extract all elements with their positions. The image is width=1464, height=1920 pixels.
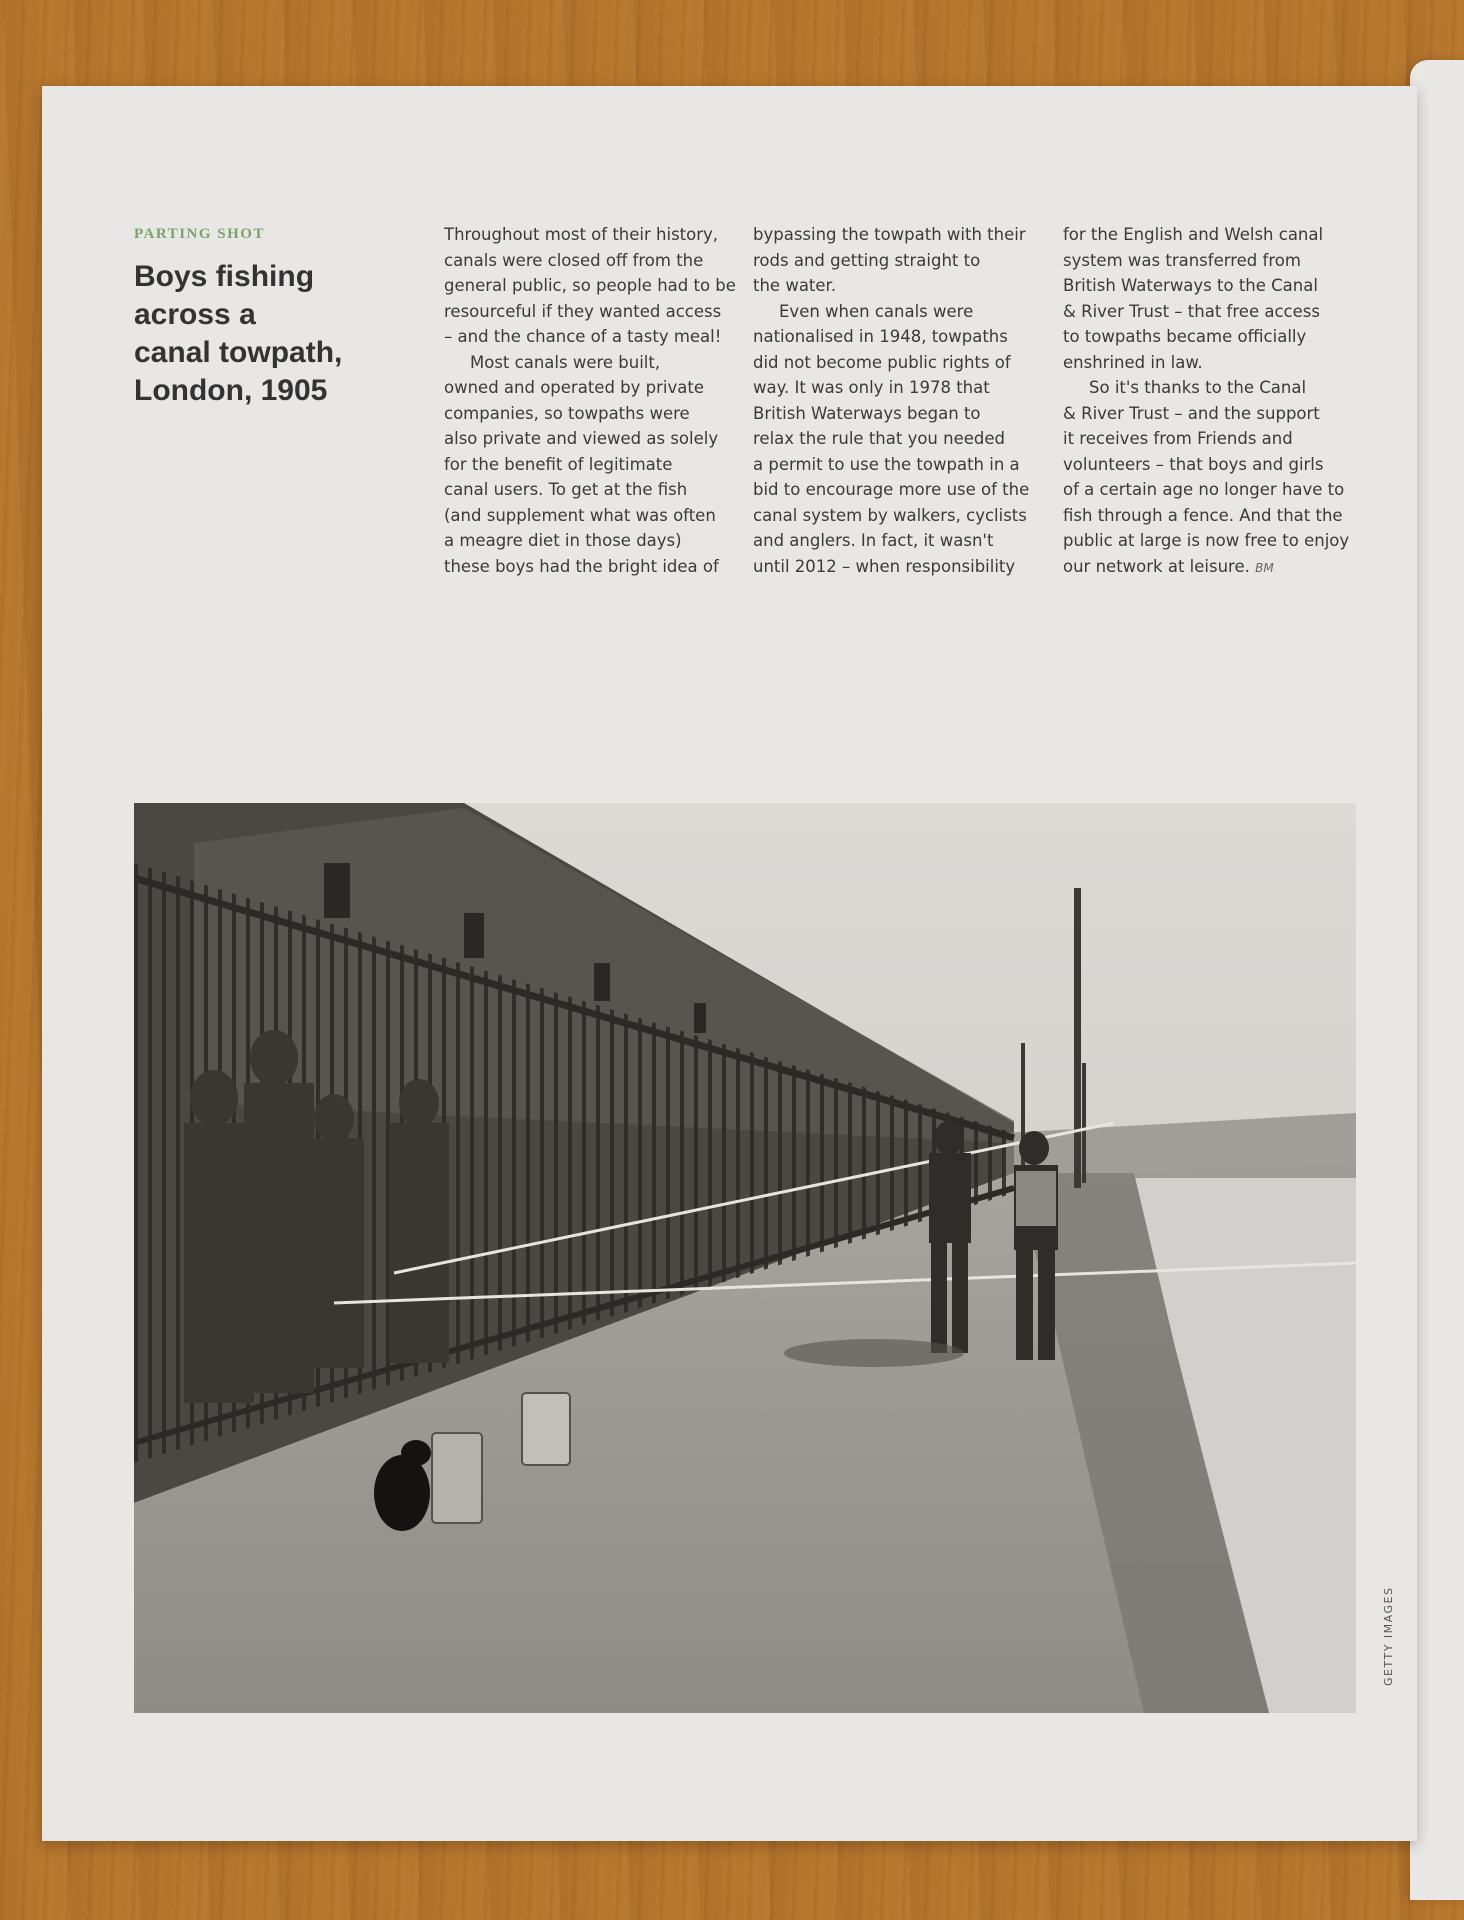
body-line: fish through a fence. And that the (1063, 505, 1343, 525)
body-line: canal system by walkers, cyclists (753, 505, 1027, 525)
body-line: a meagre diet in those days) (444, 531, 682, 550)
article-headline (134, 258, 374, 410)
body-column-2 (753, 222, 1058, 579)
facing-page-edge (1410, 60, 1464, 1900)
body-column-3 (1063, 222, 1368, 581)
body-line: did not become public rights of (753, 352, 1011, 372)
body-line: companies, so towpaths were (444, 403, 690, 423)
body-line: relax the rule that you needed (753, 429, 1005, 448)
body-line: Most canals were built, (470, 352, 661, 372)
body-line: our network at leisure. (1063, 556, 1250, 576)
body-line: British Waterways began to (753, 403, 981, 423)
photo-illustration (134, 803, 1356, 1713)
body-line: these boys had the bright idea of (444, 556, 719, 576)
body-line: & River Trust – that free access (1063, 301, 1320, 321)
body-column-1 (444, 222, 749, 579)
headline-line: across a (134, 298, 256, 331)
body-line: bypassing the towpath with their (753, 225, 1026, 244)
body-line: to towpaths became officially (1063, 327, 1307, 346)
body-line: owned and operated by private (444, 378, 704, 397)
body-paragraph (1063, 375, 1368, 581)
body-line: & River Trust – and the support (1063, 403, 1320, 423)
body-line: also private and viewed as solely (444, 429, 719, 448)
author-byline: BM (1255, 560, 1274, 575)
headline-line: London, 1905 (134, 374, 328, 407)
body-line: system was transferred from (1063, 250, 1301, 270)
headline-line: Boys fishing (134, 260, 315, 293)
body-paragraph (753, 299, 1058, 580)
body-line: general public, so people had to be (444, 276, 736, 295)
body-line: for the benefit of legitimate (444, 454, 673, 474)
body-line: public at large is now free to enjoy (1063, 531, 1350, 550)
body-line: – and the chance of a tasty meal! (444, 327, 722, 346)
body-line: canals were closed off from the (444, 250, 704, 270)
headline-line: canal towpath, (134, 336, 343, 369)
magazine-page (42, 86, 1417, 1841)
body-line: bid to encourage more use of the (753, 480, 1030, 499)
historic-photograph (134, 803, 1356, 1713)
body-paragraph (444, 222, 749, 350)
body-paragraph (753, 222, 1058, 299)
body-line: nationalised in 1948, towpaths (753, 327, 1008, 346)
section-kicker: PARTING SHOT (134, 226, 265, 242)
body-line: volunteers – that boys and girls (1063, 454, 1324, 474)
body-line: and anglers. In fact, it wasn't (753, 531, 994, 550)
body-line: rods and getting straight to (753, 250, 981, 270)
body-line: (and supplement what was often (444, 505, 716, 525)
body-line: Throughout most of their history, (444, 225, 719, 244)
body-line: it receives from Friends and (1063, 429, 1293, 448)
body-line: of a certain age no longer have to (1063, 480, 1345, 499)
body-line: for the English and Welsh canal (1063, 225, 1324, 244)
photo-credit: GETTY IMAGES (1382, 1586, 1395, 1686)
body-line: way. It was only in 1978 that (753, 378, 990, 397)
body-line: Even when canals were (779, 301, 974, 321)
body-line: until 2012 – when responsibility (753, 556, 1016, 576)
body-line: So it's thanks to the Canal (1089, 378, 1307, 397)
body-line: canal users. To get at the fish (444, 480, 688, 499)
body-line: British Waterways to the Canal (1063, 276, 1318, 295)
body-paragraph (444, 350, 749, 580)
body-line: enshrined in law. (1063, 352, 1203, 372)
body-line: the water. (753, 276, 837, 295)
body-line: a permit to use the towpath in a (753, 454, 1020, 474)
body-line: resourceful if they wanted access (444, 301, 722, 321)
body-paragraph (1063, 222, 1368, 375)
